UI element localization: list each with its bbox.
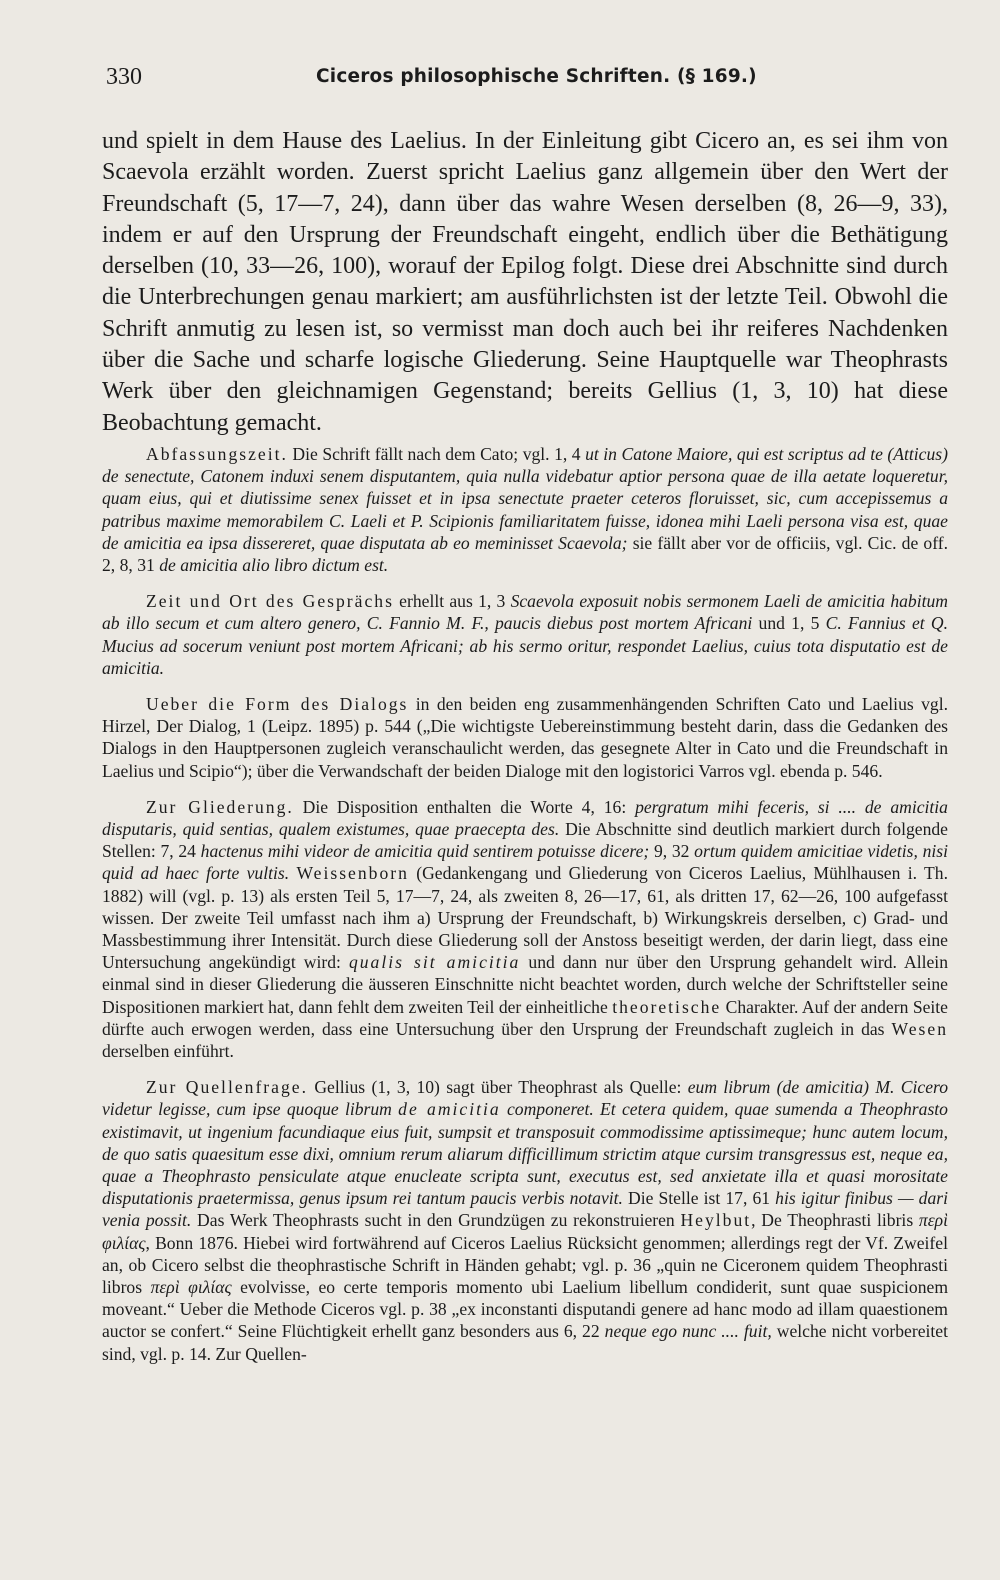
- page-content: [102, 126, 948, 1365]
- note-zeit-und-ort: Zeit und Ort des Gesprächs erhellt aus 1, 3 Scaevola exposuit nobis sermonem Laeli de amicitia habitum ab illo secum et cum altero genero, C. Fannio M. F., paucis diebus post mortem Africani und 1, 5 C. Fannius et Q. Mucius ad socerum veniunt post mortem Africani; ab his sermo oritur, respondet Laelius, cuius tota disputatio est de amicitia.: [102, 591, 948, 678]
- page-header: [106, 64, 948, 98]
- notes-section: [102, 443, 948, 1365]
- note-heading: Abfassungszeit.: [146, 443, 288, 464]
- running-title: Ciceros philosophische Schriften. (§ 169.): [316, 66, 757, 87]
- note-heading: Zeit und Ort des Gesprächs: [146, 591, 394, 612]
- note-gliederung: Zur Gliederung. Die Disposition enthalten die Worte 4, 16: pergratum mihi feceris, si .... de amicitia disputaris, quid sentias, qualem existumes, quae praecepta des. Die Abschnitte sind deutlich markiert durch folgende Stellen: 7, 24 hactenus mihi videor de amicitia quid sentirem potuisse dicere; 9, 32 ortum quidem amicitiae videtis, nisi quid ad haec forte vultis. Weissenborn (Gedankengang und Gliederung von Ciceros Laelius, Mühlhausen i. Th. 1882) will (vgl. p. 13) als ersten Teil 5, 17—7, 24, als zweiten 8, 26—17, 61, als dritten 17, 62—26, 100 aufgefasst wissen. Der zweite Teil umfasst nach ihm a) Ursprung der Freundschaft, b) Wirkungskreis derselben, c) Grad- und Massbestimmung ihrer Intensität. Durch diese Gliederung soll der Anstoss beseitigt werden, der darin liegt, dass eine Untersuchung angekündigt wird: qualis sit amicitia und dann nur über den Ursprung gehandelt wird. Allein einmal sind in dieser Gliederung die äusseren Einschnitte nicht beachtet worden, durch welche der Schriftsteller seine Dispositionen markiert hat, dann fehlt dem zweiten Teil der einheitliche theoretische Charakter. Auf der andern Seite dürfte auch erwogen werden, dass eine Untersuchung über den Ursprung der Freundschaft zugleich in das Wesen derselben einführt.: [102, 796, 948, 1062]
- note-heading: Ueber die Form des Dialogs: [146, 694, 409, 714]
- page-number: 330: [106, 64, 142, 90]
- note-heading: Zur Gliederung.: [146, 796, 294, 817]
- note-abfassungszeit: Abfassungszeit. Die Schrift fällt nach dem Cato; vgl. 1, 4 ut in Catone Maiore, qui est scriptus ad te (Atticus) de senectute, Catonem induxi senem disputantem, quia nulla videbatur aptior persona quae de illa aetate loqueretur, quam eius, qui et diutissime senex fuisset et in ipsa senectute praeter ceteros floruisset, sic, cum accepissemus a patribus maxime memorabilem C. Laeli et P. Scipionis familiaritatem fuisse, idonea mihi Laeli persona visa est, quae de amicitia ea ipsa dissereret, quae disputata ab eo meminisset Scaevola; sie fällt aber vor de officiis, vgl. Cic. de off. 2, 8, 31 de amicitia alio libro dictum est.: [102, 443, 948, 575]
- body-paragraph: und spielt in dem Hause des Laelius. In der Einleitung gibt Cicero an, es sei ihm von Scaevola erzählt worden. Zuerst spricht Laelius ganz allgemein über den Wert der Freundschaft (5, 17—7, 24), dann über das wahre Wesen derselben (8, 26—9, 33), indem er auf den Ursprung der Freundschaft eingeht, endlich über die Bethätigung derselben (10, 33—26, 100), worauf der Epilog folgt. Diese drei Abschnitte sind durch die Unterbrechungen genau markiert; am ausführlichsten ist der letzte Teil. Obwohl die Schrift anmutig zu lesen ist, so vermisst man doch auch bei ihr reiferes Nachdenken über die Sache und scharfe logische Gliederung. Seine Hauptquelle war Theophrasts Werk über den gleichnamigen Gegenstand; bereits Gellius (1, 3, 10) hat diese Beobachtung gemacht.: [102, 128, 948, 436]
- note-quellenfrage: Zur Quellenfrage. Gellius (1, 3, 10) sagt über Theophrast als Quelle: eum librum (de amicitia) M. Cicero videtur legisse, cum ipse quoque librum de amicitia componeret. Et cetera quidem, quae sumenda a Theophrasto existimavit, ut ingenium facundiaque eius fuit, sumpsit et transposuit commodissime aptissimeque; hunc autem locum, de quo satis quaesitum esse dixi, omnium rerum aliarum difficillimum strictim atque cursim transgressus est, neque ea, quae a Theophrasto pensiculate atque enucleate scripta sunt, executus est, sed anxietate illa et quasi morositate disputationis praetermissa, genus ipsum rei tantum paucis verbis notavit. Die Stelle ist 17, 61 his igitur finibus — dari venia possit. Das Werk Theophrasts sucht in den Grundzügen zu rekonstruieren Heylbut, De Theophrasti libris περὶ φιλίας, Bonn 1876. Hiebei wird fortwährend auf Ciceros Laelius Rücksicht genommen; allerdings regt der Vf. Zweifel an, ob Cicero selbst die theophrastische Schrift in Händen gehabt; vgl. p. 36 „quin ne Ciceronem quidem Theophrasti libros περὶ φιλίας evolvisse, eo certe temporis momento ubi Laelium libellum condiderit, sunt quae suspicionem moveant.“ Ueber die Methode Ciceros vgl. p. 38 „ex inconstanti disputandi genere ad hanc modo ad illam quaestionem auctor se confert.“ Seine Flüchtigkeit erhellt ganz besonders aus 6, 22 neque ego nunc .... fuit, welche nicht vorbereitet sind, vgl. p. 14. Zur Quellen-: [102, 1077, 948, 1364]
- main-text: [102, 126, 948, 439]
- note-form-des-dialogs: Ueber die Form des Dialogs in den beiden eng zusammenhängenden Schriften Cato und Laelius vgl. Hirzel, Der Dialog, 1 (Leipz. 1895) p. 544 („Die wichtigste Uebereinstimmung besteht darin, dass die Gedanken des Dialogs in den Hauptpersonen zugleich veranschaulicht werden, das gesegnete Alter in Cato und die Freundschaft in Laelius und Scipio“); über die Verwandschaft der beiden Dialoge mit den logistorici Varros vgl. ebenda p. 546.: [102, 694, 948, 781]
- note-heading: Zur Quellenfrage.: [146, 1077, 308, 1098]
